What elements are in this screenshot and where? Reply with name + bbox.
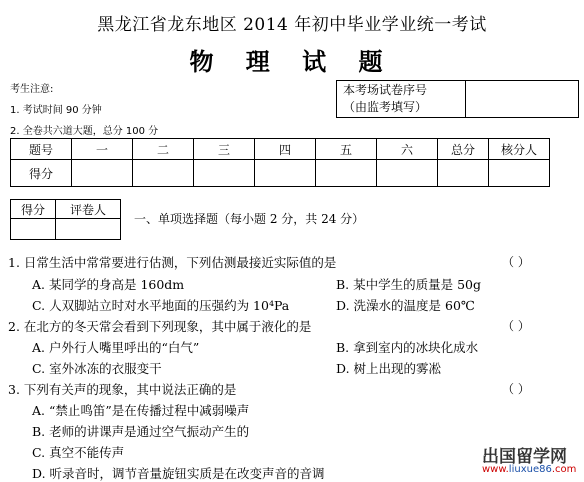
score-cell[interactable] [255, 160, 316, 187]
answer-blank[interactable]: （ ） [502, 255, 530, 269]
score-cell[interactable] [72, 160, 133, 187]
option: C. 室外冰冻的衣服变干 [32, 361, 162, 376]
question-stem: 3. 下列有关声的现象，其中说法正确的是 [8, 382, 237, 397]
table-header-cell: 四 [255, 139, 316, 160]
seat-number-label-line1: 本考场试卷序号 [343, 83, 428, 97]
score-cell[interactable] [438, 160, 489, 187]
table-header-cell: 六 [377, 139, 438, 160]
score-table-header-row [11, 139, 550, 160]
table-header-cell: 三 [194, 139, 255, 160]
watermark-url-prefix: www. [482, 464, 509, 475]
notice-heading: 考生注意: [10, 84, 54, 95]
answer-blank[interactable]: （ ） [502, 382, 530, 396]
option: D. 听录音时，调节音量旋钮实质是在改变声音的音调 [32, 466, 325, 481]
grader-box [10, 199, 121, 240]
question-stem: 2. 在北方的冬天常会看到下列现象，其中属于液化的是 [8, 319, 312, 334]
score-cell[interactable] [489, 160, 550, 187]
question-stem: 1. 日常生活中常常要进行估测，下列估测最接近实际值的是 [8, 255, 337, 270]
seat-number-box [336, 80, 579, 118]
grader-name-label: 评卷人 [56, 200, 121, 219]
table-header-cell: 题号 [11, 139, 72, 160]
option: D. 洗澡水的温度是 60℃ [336, 298, 475, 313]
grader-score-label: 得分 [11, 200, 56, 219]
option: A. 户外行人嘴里呼出的“白气” [32, 340, 200, 355]
watermark-url [482, 464, 576, 475]
watermark-url-suffix: .com [551, 464, 577, 475]
grader-name-field[interactable] [56, 219, 121, 240]
table-header-cell: 核分人 [489, 139, 550, 160]
subject-title: 物 理 试 题 [189, 47, 395, 76]
option: B. 老师的讲课声是通过空气振动产生的 [32, 424, 250, 439]
notice-item: 1. 考试时间 90 分钟 [10, 105, 102, 116]
score-cell[interactable] [316, 160, 377, 187]
option: A. 某同学的身高是 160dm [32, 277, 185, 292]
option: C. 人双脚站立时对水平地面的压强约为 10⁴Pa [32, 298, 290, 313]
option: B. 拿到室内的冰块化成水 [336, 340, 479, 355]
answer-blank[interactable]: （ ） [502, 319, 530, 333]
seat-number-label [337, 81, 466, 118]
score-cell[interactable] [133, 160, 194, 187]
grader-score-field[interactable] [11, 219, 56, 240]
table-header-cell: 五 [316, 139, 377, 160]
score-table [10, 138, 550, 187]
score-cell[interactable] [377, 160, 438, 187]
section-title: 一、单项选择题（每小题 2 分，共 24 分） [134, 212, 365, 226]
exam-title: 黑龙江省龙东地区 2014 年初中毕业学业统一考试 [97, 15, 487, 35]
option: D. 树上出现的雾凇 [336, 361, 442, 376]
table-header-cell: 总分 [438, 139, 489, 160]
seat-number-field[interactable] [466, 81, 579, 118]
watermark-logo-text: 出国留学网 [482, 447, 567, 467]
table-header-cell: 二 [133, 139, 194, 160]
seat-number-label-line2: （由监考填写） [343, 100, 428, 114]
option: C. 真空不能传声 [32, 445, 125, 460]
score-cell[interactable] [194, 160, 255, 187]
table-header-cell: 一 [72, 139, 133, 160]
watermark-url-domain: liuxue86 [508, 464, 552, 475]
option: B. 某中学生的质量是 50g [336, 277, 482, 292]
option: A. “禁止鸣笛”是在传播过程中减弱噪声 [32, 403, 250, 418]
notice-item: 2. 全卷共六道大题，总分 100 分 [10, 126, 159, 137]
score-table-score-row [11, 160, 550, 187]
table-row-label: 得分 [11, 160, 72, 187]
